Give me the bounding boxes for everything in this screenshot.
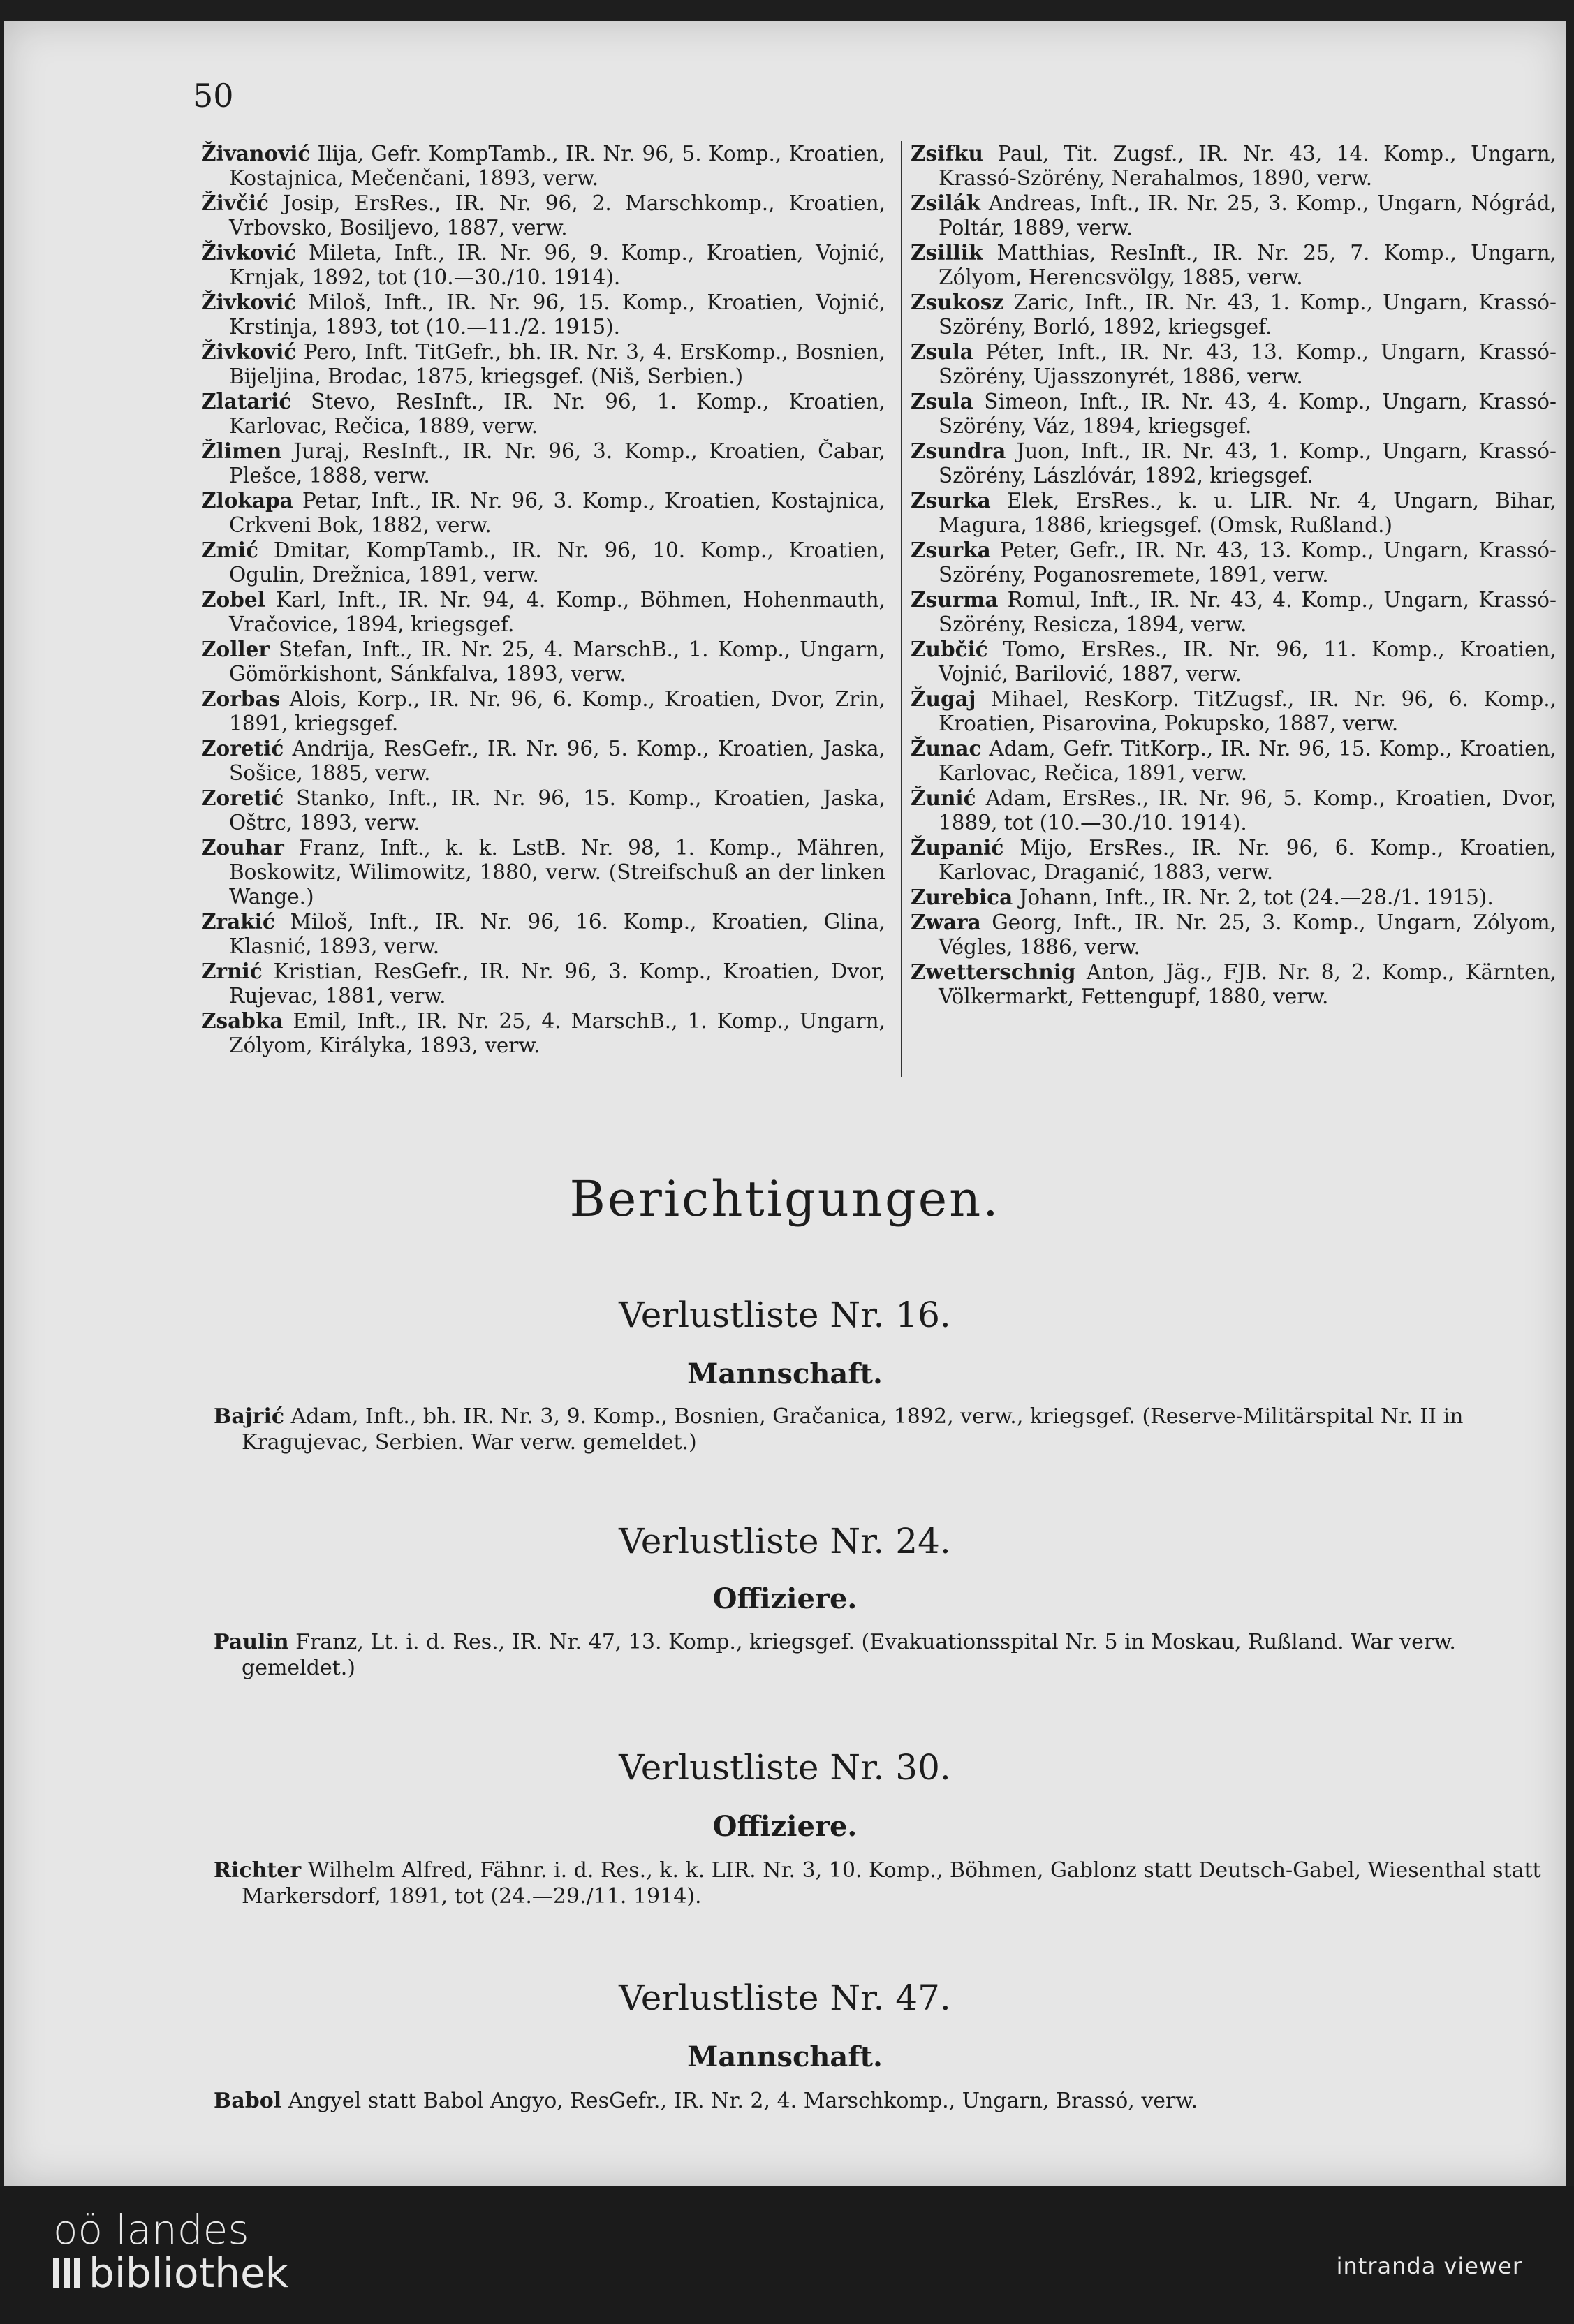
entry-details: Josip, ErsRes., IR. Nr. 96, 2. Marschkomp., Kroatien, Vrbovsko, Bosiljevo, 1887, verw. [229, 191, 885, 240]
casualty-entry [911, 240, 1557, 290]
entry-details: Andreas, Inft., IR. Nr. 25, 3. Komp., Ungarn, Nógrád, Poltár, 1889, verw. [939, 191, 1557, 240]
entry-details: Juon, Inft., IR. Nr. 43, 1. Komp., Ungarn, Krassó-Szörény, Lászlóvár, 1892, kriegsgef. [939, 439, 1557, 487]
entry-details: Petar, Inft., IR. Nr. 96, 3. Komp., Kroatien, Kostajnica, Crkveni Bok, 1882, verw. [229, 489, 885, 537]
surname: Bajrić [214, 1404, 285, 1429]
entry-details: Paul, Tit. Zugsf., IR. Nr. 43, 14. Komp., Ungarn, Krassó-Szörény, Nerahalmos, 1890, verw. [939, 142, 1557, 190]
entry-details: Dmitar, KompTamb., IR. Nr. 96, 10. Komp., Kroatien, Ogulin, Drežnica, 1891, verw. [229, 538, 885, 587]
casualty-entry [911, 959, 1557, 1009]
entry-details: Franz, Lt. i. d. Res., IR. Nr. 47, 13. Komp., kriegsgef. (Evakuationsspital Nr. 5 in Moskau, Rußland. War verw. gemeldet.) [242, 1630, 1456, 1680]
surname: Zubčić [911, 637, 988, 661]
casualty-entry [911, 835, 1557, 885]
category-heading: Mannschaft. [687, 1358, 883, 1390]
entry-details: Adam, Gefr. TitKorp., IR. Nr. 96, 15. Komp., Kroatien, Karlovac, Rečica, 1891, verw. [939, 737, 1557, 785]
surname: Živčić [201, 191, 270, 215]
entry-details: Adam, ErsRes., IR. Nr. 96, 5. Komp., Kroatien, Dvor, 1889, tot (10.—30./10. 1914). [939, 786, 1557, 834]
entry-details: Adam, Inft., bh. IR. Nr. 3, 9. Komp., Bosnien, Gračanica, 1892, verw., kriegsgef. (Reserve-Militärspital Nr. II in Kragujevac, Serbien. War verw. gemeldet.) [242, 1404, 1464, 1455]
entry-details: Miloš, Inft., IR. Nr. 96, 15. Komp., Kroatien, Vojnić, Krstinja, 1893, tot (10.—11./2. 1915). [229, 290, 885, 339]
surname: Živković [201, 290, 297, 314]
casualty-entry [911, 538, 1557, 587]
casualty-entry [911, 910, 1557, 959]
casualty-entry [201, 909, 885, 959]
entry-details: Elek, ErsRes., k. u. LIR. Nr. 4, Ungarn, Bihar, Magura, 1886, kriegsgef. (Omsk, Rußland.) [939, 489, 1557, 537]
casualty-entry [201, 637, 885, 686]
entry-details: Mileta, Inft., IR. Nr. 96, 9. Komp., Kroatien, Vojnić, Krnjak, 1892, tot (10.—30./10. 1914). [229, 241, 885, 289]
entry-details: Juraj, ResInft., IR. Nr. 96, 3. Komp., Kroatien, Čabar, Plešce, 1888, verw. [229, 439, 885, 487]
entry-details: Pero, Inft. TitGefr., bh. IR. Nr. 3, 4. ErsKomp., Bosnien, Bijeljina, Brodac, 1875, kriegsgef. (Niš, Serbien.) [229, 340, 885, 388]
entry-details: Johann, Inft., IR. Nr. 2, tot (24.—28./1. 1915). [1013, 885, 1494, 909]
surname: Zrnić [201, 959, 263, 983]
surname: Živković [201, 339, 297, 364]
category-heading: Mannschaft. [687, 2040, 883, 2073]
entry-details: Peter, Gefr., IR. Nr. 43, 13. Komp., Ungarn, Krassó-Szörény, Poganosremete, 1891, verw. [939, 538, 1557, 587]
casualty-entry [911, 637, 1557, 686]
correction-entry [214, 1404, 1554, 1455]
surname: Zsurka [911, 488, 991, 513]
surname: Živković [201, 240, 297, 265]
casualty-entry [911, 191, 1557, 240]
entry-details: Stanko, Inft., IR. Nr. 96, 15. Komp., Kroatien, Jaska, Oštrc, 1893, verw. [229, 786, 885, 834]
list-title: Verlustliste Nr. 47. [619, 1978, 951, 2018]
surname: Zsilák [911, 191, 981, 215]
list-title: Verlustliste Nr. 16. [619, 1295, 951, 1335]
casualty-entry [911, 488, 1557, 538]
entry-details: Stevo, ResInft., IR. Nr. 96, 1. Komp., Kroatien, Karlovac, Rečica, 1889, verw. [229, 390, 885, 438]
casualty-entry [911, 141, 1557, 191]
logo-line-2-wrap [53, 2251, 288, 2295]
surname: Zsurma [911, 587, 999, 612]
casualty-entry [201, 141, 885, 191]
casualty-entry [201, 240, 885, 290]
surname: Zrakić [201, 909, 275, 934]
entry-details: Ilija, Gefr. KompTamb., IR. Nr. 96, 5. Komp., Kroatien, Kostajnica, Mečenčani, 1893, verw. [229, 142, 885, 190]
surname: Zmić [201, 538, 258, 562]
entry-details: Matthias, ResInft., IR. Nr. 25, 7. Komp., Ungarn, Zólyom, Herencsvölgy, 1885, verw. [939, 241, 1557, 289]
entry-details: Andrija, ResGefr., IR. Nr. 96, 5. Komp., Kroatien, Jaska, Sošice, 1885, verw. [229, 737, 885, 785]
casualty-entry [201, 290, 885, 339]
casualty-entry [911, 587, 1557, 637]
logo-line-1: oö landes [53, 2206, 249, 2253]
surname: Richter [214, 1858, 302, 1883]
surname: Zorbas [201, 686, 281, 711]
list-title: Verlustliste Nr. 30. [619, 1747, 951, 1788]
casualty-entry [201, 538, 885, 587]
correction-entry [214, 1629, 1554, 1681]
surname: Paulin [214, 1630, 289, 1654]
surname: Zouhar [201, 835, 284, 860]
entry-details: Georg, Inft., IR. Nr. 25, 3. Komp., Ungarn, Zólyom, Végles, 1886, verw. [939, 911, 1557, 959]
entry-details: Zaric, Inft., IR. Nr. 43, 1. Komp., Ungarn, Krassó-Szörény, Borló, 1892, kriegsgef. [939, 290, 1557, 339]
entry-details: Anton, Jäg., FJB. Nr. 8, 2. Komp., Kärnten, Völkermarkt, Fettengupf, 1880, verw. [939, 960, 1557, 1008]
casualty-entry [201, 736, 885, 786]
surname: Zsabka [201, 1008, 284, 1033]
surname: Zurebica [911, 885, 1013, 909]
casualty-entry [911, 339, 1557, 389]
viewer-brand-label: intranda viewer [1336, 2253, 1522, 2279]
surname: Zsundra [911, 439, 1006, 463]
casualty-entry [201, 191, 885, 240]
casualty-entry [201, 389, 885, 439]
surname: Zoretić [201, 786, 284, 810]
surname: Živanović [201, 141, 311, 166]
casualty-entry [911, 290, 1557, 339]
logo-line-2: bibliothek [89, 2249, 289, 2297]
page-number: 50 [193, 77, 234, 115]
right-column [911, 141, 1557, 1009]
entry-details: Karl, Inft., IR. Nr. 94, 4. Komp., Böhmen, Hohenmauth, Vračovice, 1894, kriegsgef. [229, 588, 885, 636]
surname: Zsifku [911, 141, 983, 166]
surname: Zsula [911, 389, 973, 413]
surname: Žugaj [911, 686, 976, 711]
entry-details: Stefan, Inft., IR. Nr. 25, 4. MarschB., 1. Komp., Ungarn, Gömörkishont, Sánkfalva, 1893, verw. [229, 638, 885, 686]
surname: Zsula [911, 339, 973, 364]
casualty-entry [201, 439, 885, 488]
casualty-entry [911, 885, 1557, 910]
surname: Zwara [911, 910, 981, 934]
entry-details: Kristian, ResGefr., IR. Nr. 96, 3. Komp., Kroatien, Dvor, Rujevac, 1881, verw. [229, 959, 885, 1008]
entry-details: Miloš, Inft., IR. Nr. 96, 16. Komp., Kroatien, Glina, Klasnić, 1893, verw. [229, 910, 885, 958]
entry-details: Tomo, ErsRes., IR. Nr. 96, 11. Komp., Kroatien, Vojnić, Barilović, 1887, verw. [939, 638, 1557, 686]
casualty-entry [201, 339, 885, 389]
entry-details: Mihael, ResKorp. TitZugsf., IR. Nr. 96, 6. Komp., Kroatien, Pisarovina, Pokupsko, 1887, verw. [939, 687, 1557, 735]
surname: Zsillik [911, 240, 983, 265]
surname: Žunac [911, 736, 982, 760]
surname: Zobel [201, 587, 265, 612]
list-title: Verlustliste Nr. 24. [619, 1521, 951, 1561]
casualty-entry [201, 488, 885, 538]
surname: Zlokapa [201, 488, 293, 513]
surname: Zsurka [911, 538, 991, 562]
corrections-heading: Berichtigungen. [569, 1170, 1001, 1228]
library-logo[interactable] [53, 2208, 288, 2295]
category-heading: Offiziere. [712, 1582, 858, 1615]
entry-details: Romul, Inft., IR. Nr. 43, 4. Komp., Ungarn, Krassó-Szörény, Resicza, 1894, verw. [939, 588, 1557, 636]
scanned-page [4, 21, 1566, 2186]
column-divider [901, 141, 902, 1077]
surname: Zoller [201, 637, 270, 661]
casualty-entry [201, 686, 885, 736]
entry-details: Wilhelm Alfred, Fähnr. i. d. Res., k. k. LIR. Nr. 3, 10. Komp., Böhmen, Gablonz statt Deutsch-Gabel, Wiesenthal statt Markersdorf, 1891, tot (24.—29./11. 1914). [242, 1858, 1541, 1909]
entry-details: Franz, Inft., k. k. LstB. Nr. 98, 1. Komp., Mähren, Boskowitz, Wilimowitz, 1880, verw. (Streifschuß an der linken Wange.) [229, 836, 885, 909]
category-heading: Offiziere. [712, 1810, 858, 1843]
casualty-entry [911, 439, 1557, 488]
casualty-entry [911, 736, 1557, 786]
surname: Županić [911, 835, 1004, 860]
surname: Žlimen [201, 439, 282, 463]
surname: Zoretić [201, 736, 284, 760]
casualty-entry [201, 1008, 885, 1058]
entry-details: Emil, Inft., IR. Nr. 25, 4. MarschB., 1. Komp., Ungarn, Zólyom, Királyka, 1893, verw. [229, 1009, 885, 1057]
surname: Zwetterschnig [911, 959, 1076, 984]
surname: Žunić [911, 786, 976, 810]
surname: Zsukosz [911, 290, 1004, 314]
entry-details: Mijo, ErsRes., IR. Nr. 96, 6. Komp., Kroatien, Karlovac, Draganić, 1883, verw. [939, 836, 1557, 884]
entry-details: Simeon, Inft., IR. Nr. 43, 4. Komp., Ungarn, Krassó-Szörény, Váz, 1894, kriegsgef. [939, 390, 1557, 438]
casualty-entry [201, 786, 885, 835]
correction-entry [214, 2088, 1554, 2114]
casualty-entry [201, 959, 885, 1008]
casualty-entry [201, 835, 885, 909]
casualty-entry [201, 587, 885, 637]
left-column [201, 141, 885, 1058]
entry-details: Péter, Inft., IR. Nr. 43, 13. Komp., Ungarn, Krassó-Szörény, Ujasszonyrét, 1886, verw. [939, 340, 1557, 388]
surname: Babol [214, 2089, 282, 2113]
casualty-entry [911, 389, 1557, 439]
surname: Zlatarić [201, 389, 292, 413]
entry-details: Alois, Korp., IR. Nr. 96, 6. Komp., Kroatien, Dvor, Zrin, 1891, kriegsgef. [229, 687, 885, 735]
entry-details: Angyel statt Babol Angyo, ResGefr., IR. Nr. 2, 4. Marschkomp., Ungarn, Brassó, verw. [281, 2089, 1198, 2113]
casualty-entry [911, 786, 1557, 835]
casualty-entry [911, 686, 1557, 736]
logo-bars-icon [53, 2258, 80, 2288]
correction-entry [214, 1858, 1554, 1909]
